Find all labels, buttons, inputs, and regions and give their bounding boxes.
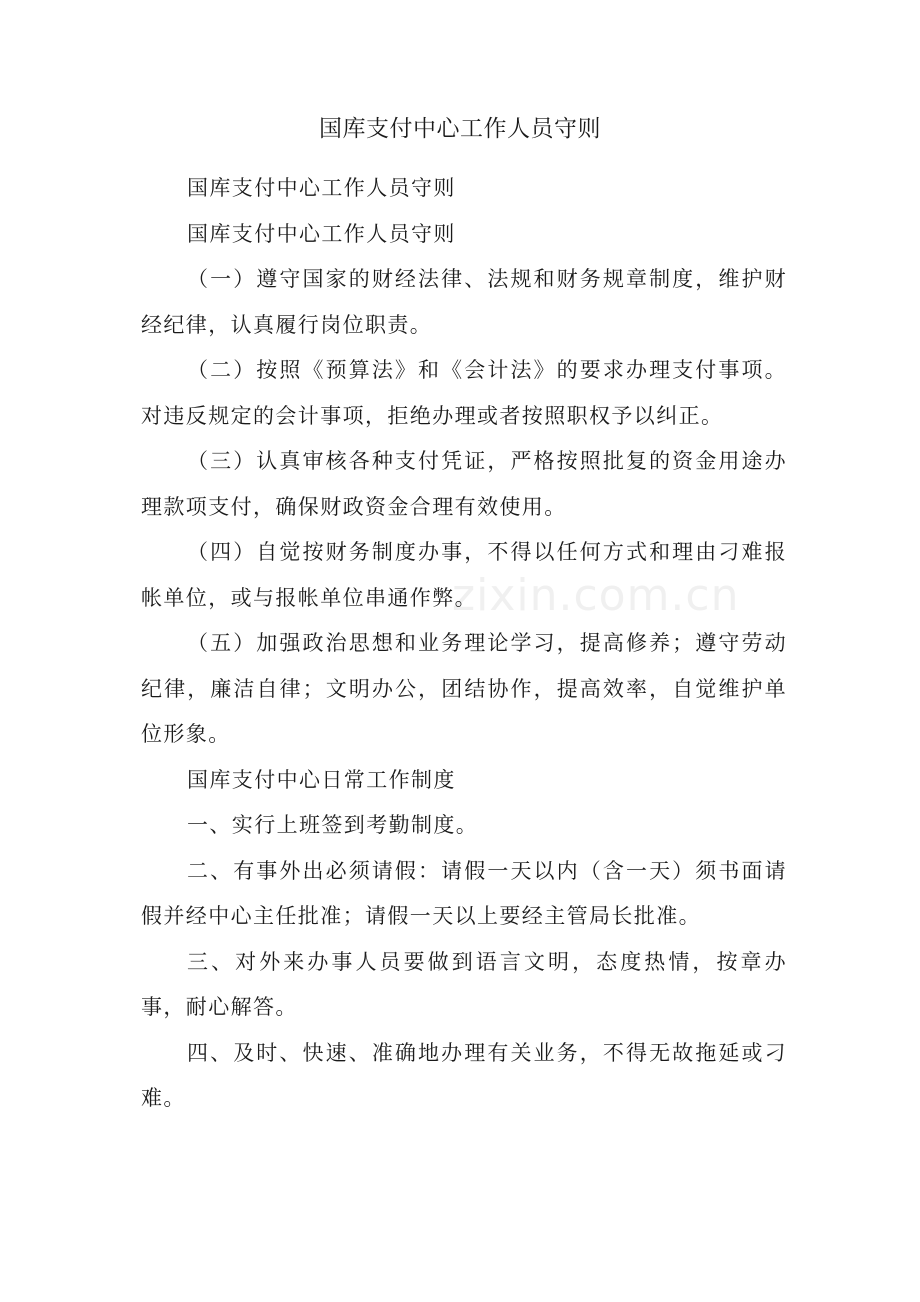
paragraph-rule-5: （五）加强政治思想和业务理论学习，提高修养；遵守劳动纪律，廉洁自律；文明办公，团结协作，提高效率，自觉维护单位形象。 [141,631,787,746]
paragraph-daily-rule-2: 二、有事外出必须请假：请假一天以内（含一天）须书面请假并经中心主任批准；请假一天以上要经主管局长批准。 [141,858,787,928]
watermark: zixin.com.cn [452,570,740,621]
paragraph-daily-rule-1: 一、实行上班签到考勤制度。 [187,813,479,837]
document-title: 国库支付中心工作人员守则 [319,116,601,142]
paragraph-subtitle-2: 国库支付中心工作人员守则 [187,221,456,246]
paragraph-daily-rule-4: 四、及时、快速、准确地办理有关业务，不得无故拖延或刁难。 [141,1040,787,1110]
paragraph-rule-4: （四）自觉按财务制度办事，不得以任何方式和理由刁难报帐单位，或与报帐单位串通作弊。 [141,540,787,610]
section-heading-daily-rules: 国库支付中心日常工作制度 [187,767,456,792]
paragraph-rule-2: （二）按照《预算法》和《会计法》的要求办理支付事项。对违反规定的会计事项，拒绝办理或者按照职权予以纠正。 [141,358,787,428]
paragraph-rule-1: （一）遵守国家的财经法律、法规和财务规章制度，维护财经纪律，认真履行岗位职责。 [141,267,787,337]
paragraph-subtitle-1: 国库支付中心工作人员守则 [187,176,456,200]
document-body [141,166,787,1122]
paragraph-daily-rule-3: 三、对外来办事人员要做到语言文明，态度热情，按章办事，耐心解答。 [141,949,787,1019]
paragraph-rule-3: （三）认真审核各种支付凭证，严格按照批复的资金用途办理款项支付，确保财政资金合理有效使用。 [141,449,787,519]
